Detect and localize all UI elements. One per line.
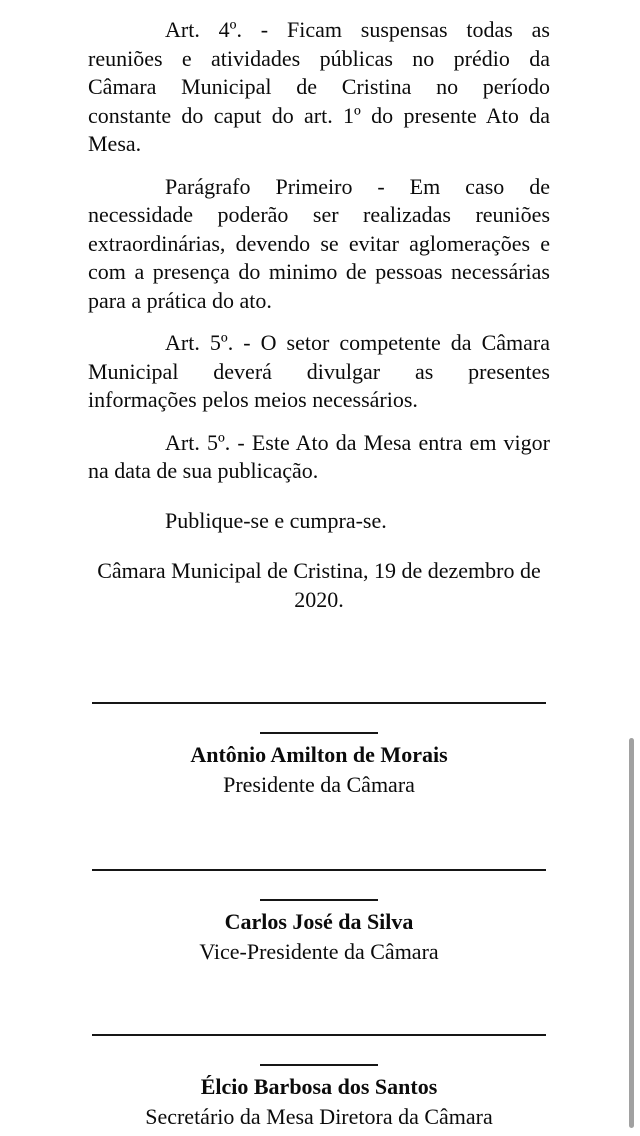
paragraph-publique-se [88,507,550,536]
signature-line-short [260,1064,378,1066]
text-line: com a presença do minimo de pessoas necessárias [88,259,550,284]
text-line: necessidade poderão ser realizadas reuniões [88,202,550,227]
paragraph-art-5-vigencia [88,429,550,486]
paragraph-art-5-divulgacao [88,329,550,415]
text-line: para a prática do ato. [88,287,272,313]
paragraph-date [88,557,550,614]
signature-block-president [88,702,550,800]
text-line: Câmara Municipal de Cristina no período [88,74,550,99]
signature-title: Presidente da Câmara [223,772,415,797]
text-line: Art. 5º. - Este Ato da Mesa entra em vigor [165,429,550,455]
text-line: Parágrafo Primeiro - Em caso de [165,173,550,199]
signature-line-long [92,1034,546,1036]
signature-name: Élcio Barbosa dos Santos [200,1074,438,1099]
signature-line-short [260,732,378,734]
text-line: Art. 5º. - O setor competente da Câmara [165,330,550,355]
text-line: Mesa. [88,131,142,156]
text-line: extraordinárias, devendo se evitar aglomerações e [88,230,550,256]
signature-line-short [260,899,378,901]
text-line: na data de sua publicação. [88,458,319,483]
text-line: 2020. [294,586,344,612]
signature-name: Antônio Amilton de Morais [190,742,448,767]
signature-title: Vice-Presidente da Câmara [199,939,439,964]
signature-title: Secretário da Mesa Diretora da Câmara [145,1104,493,1129]
signature-block-vice-president [88,869,550,967]
text-line: Municipal deverá divulgar as presentes [88,358,550,384]
paragraph-paragrafo-primeiro [88,173,550,316]
signature-line-long [92,869,546,871]
text-line: Art. 4º. - Ficam suspensas todas as [165,17,550,42]
text-line: reuniões e atividades públicas no prédio da [88,45,550,71]
text-line: constante do caput do art. 1º do presente Ato da [88,102,550,128]
signature-line-long [92,702,546,704]
paragraph-art-4 [88,16,550,159]
text-line: Câmara Municipal de Cristina, 19 de dezembro de [97,558,541,583]
scrollbar-thumb[interactable] [629,738,634,1128]
text-line: Publique-se e cumpra-se. [165,507,387,533]
signature-name: Carlos José da Silva [224,909,414,934]
text-line: informações pelos meios necessários. [88,387,418,412]
signature-block-secretary [88,1034,550,1132]
